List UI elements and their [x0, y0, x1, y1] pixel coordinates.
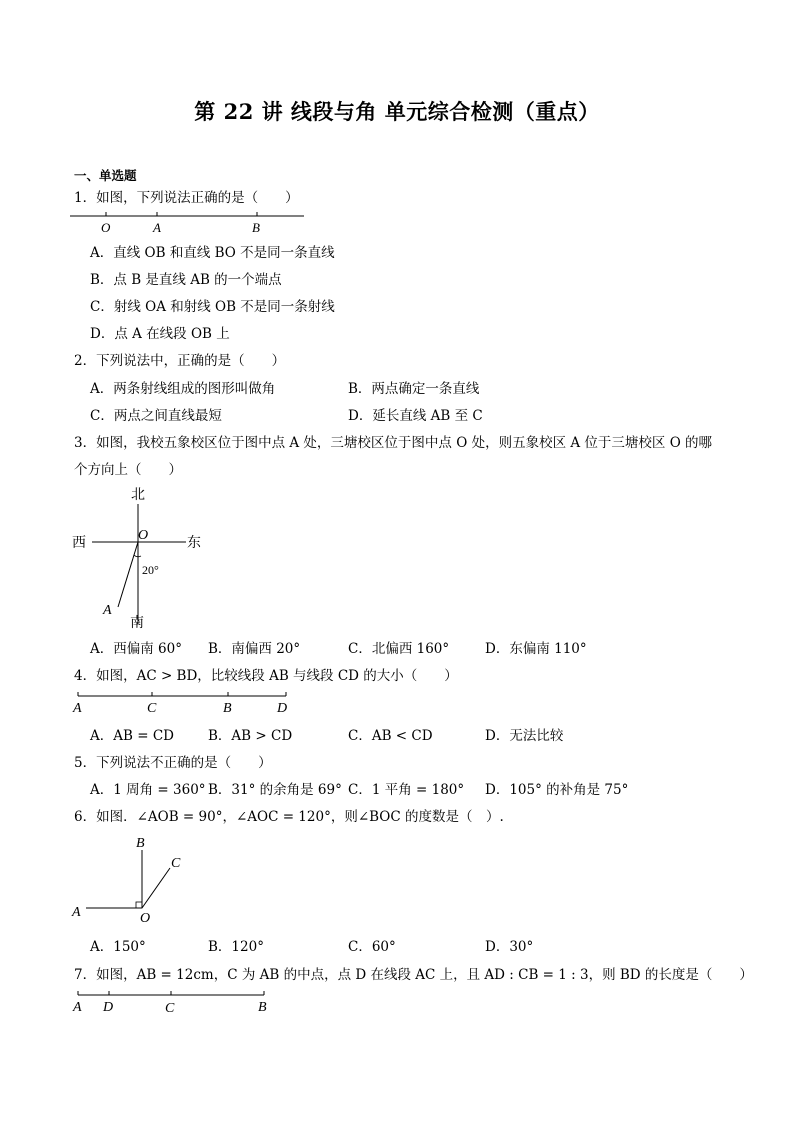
q6-label-c: C [171, 856, 181, 871]
q2-option-d[interactable]: D．延长直线 AB 至 C [348, 408, 483, 424]
q2-option-a[interactable]: A．两条射线组成的图形叫做角 [90, 381, 276, 397]
q3-compass-figure [68, 482, 218, 632]
q4-option-c[interactable]: C．AB < CD [348, 728, 433, 744]
q4-option-b[interactable]: B．AB > CD [208, 728, 293, 744]
q2-option-c[interactable]: C．两点之间直线最短 [90, 408, 222, 424]
q7-label-a: A [73, 1000, 82, 1015]
q4-option-a[interactable]: A．AB = CD [90, 728, 174, 744]
q6-right-angle-mark [136, 902, 142, 908]
q2-stem: 2．下列说法中，正确的是（ ） [74, 353, 286, 369]
q6-option-d[interactable]: D．30° [485, 939, 534, 955]
q3-stem-line2: 个方向上（ ） [74, 462, 182, 478]
q6-stem: 6．如图．∠AOB = 90°，∠AOC = 120°，则∠BOC 的度数是（ ）. [74, 809, 504, 825]
section-heading: 一、单选题 [74, 168, 137, 183]
q4-label-c: C [147, 701, 157, 716]
q3-option-c[interactable]: C．北偏西 160° [348, 641, 450, 657]
q7-figure [68, 986, 278, 1018]
q2-option-b[interactable]: B．两点确定一条直线 [348, 381, 480, 397]
q3-stem-line1: 3．如图，我校五象校区位于图中点 A 处，三塘校区位于图中点 O 处，则五象校区 A 位于三塘校区 O 的哪 [74, 435, 713, 451]
q5-option-b[interactable]: B．31° 的余角是 69° [208, 782, 342, 798]
q4-figure [68, 688, 298, 718]
q1-label-a: A [153, 220, 161, 235]
q6-ray-oc [142, 868, 170, 908]
q6-label-b: B [136, 836, 145, 851]
q4-label-d: D [277, 701, 288, 716]
q6-figure [68, 830, 208, 930]
q5-option-a[interactable]: A．1 周角 = 360° [90, 782, 206, 798]
q3-label-west: 西 [72, 536, 86, 551]
q1-stem: 1．如图，下列说法正确的是（ ） [74, 190, 299, 206]
q6-option-a[interactable]: A．150° [90, 939, 146, 955]
q4-stem: 4．如图，AC > BD，比较线段 AB 与线段 CD 的大小（ ） [74, 668, 458, 684]
q1-label-o: O [101, 220, 111, 235]
q6-option-b[interactable]: B．120° [208, 939, 264, 955]
q1-option-b[interactable]: B．点 B 是直线 AB 的一个端点 [90, 272, 282, 288]
q3-label-angle: 20° [142, 563, 159, 577]
q7-label-b: B [258, 1000, 267, 1015]
q5-stem: 5．下列说法不正确的是（ ） [74, 755, 272, 771]
q3-label-a: A [103, 603, 112, 618]
q1-label-b: B [252, 220, 260, 235]
q7-stem: 7．如图，AB = 12cm，C 为 AB 的中点，点 D 在线段 AC 上，且 AD : CB = 1 : 3，则 BD 的长度是（ ） [74, 967, 753, 983]
q5-option-c[interactable]: C．1 平角 = 180° [348, 782, 465, 798]
page-title: 第 22 讲 线段与角 单元综合检测（重点） [194, 99, 600, 124]
q3-option-d[interactable]: D．东偏南 110° [485, 641, 587, 657]
q6-label-o: O [140, 911, 151, 926]
q7-label-d: D [103, 1000, 114, 1015]
q4-label-a: A [73, 701, 82, 716]
q6-label-a: A [72, 905, 81, 920]
q5-option-d[interactable]: D．105° 的补角是 75° [485, 782, 629, 798]
q3-option-b[interactable]: B．南偏西 20° [208, 641, 301, 657]
q1-option-a[interactable]: A．直线 OB 和直线 BO 不是同一条直线 [90, 245, 335, 261]
q3-option-a[interactable]: A．西偏南 60° [90, 641, 182, 657]
q3-label-south: 南 [130, 616, 144, 631]
q3-label-o: O [138, 528, 149, 543]
q3-label-north: 北 [131, 488, 145, 503]
q4-label-b: B [223, 701, 232, 716]
q3-ray-oa [118, 542, 138, 607]
q6-option-c[interactable]: C．60° [348, 939, 396, 955]
q3-label-east: 东 [187, 536, 201, 551]
q7-label-c: C [165, 1001, 175, 1016]
q4-option-d[interactable]: D．无法比较 [485, 728, 564, 744]
q1-option-c[interactable]: C．射线 OA 和射线 OB 不是同一条射线 [90, 299, 335, 315]
q1-figure [68, 206, 308, 236]
q1-option-d[interactable]: D．点 A 在线段 OB 上 [90, 326, 230, 342]
